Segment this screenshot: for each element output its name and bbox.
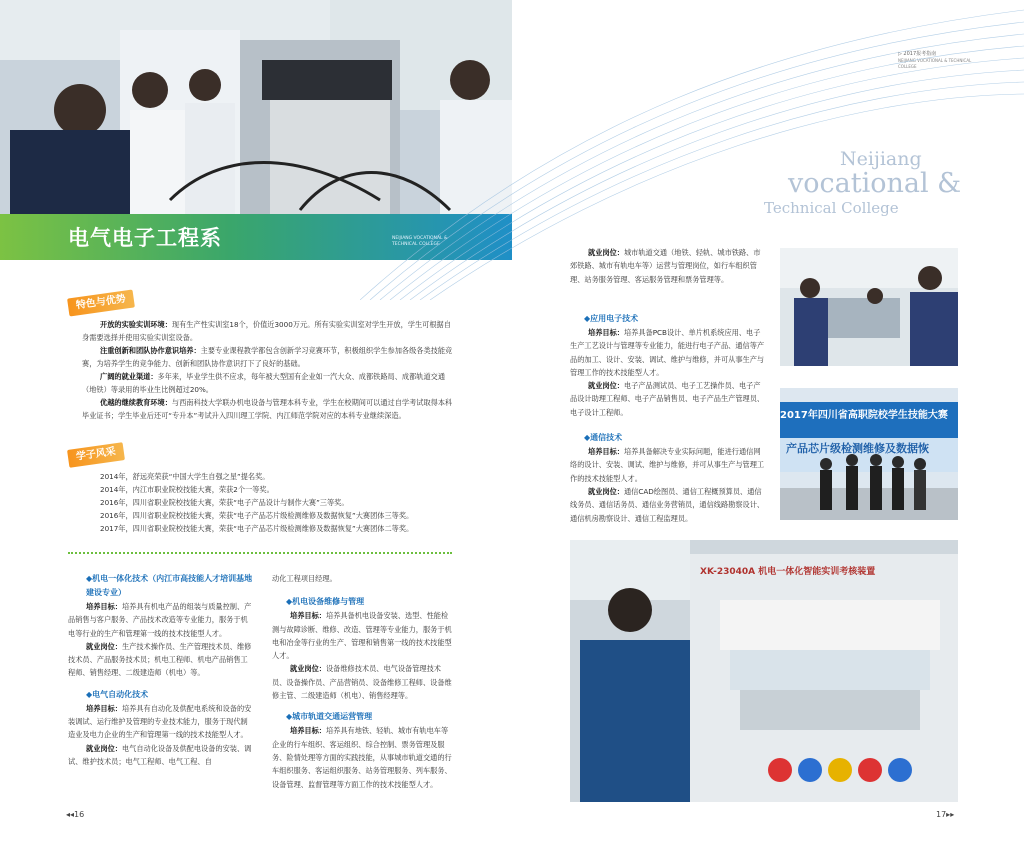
- majors-right: [570, 312, 766, 525]
- brand-line-1: Neijiang: [840, 148, 922, 170]
- majors-column-1: [68, 572, 254, 768]
- major-goal: 培养目标：培养具有地铁、轻轨、城市有轨电车等企业的行车组织、客运组织、综合控制、票务管理及服务、险情处理等方面的实践技能，从事城市轨道交通的行车组织服务、客运组织服务、站务管理服务、列车服务、设备管理、监督管理等方面工作的技术技能型人才。: [272, 726, 452, 789]
- major-heading: ◆机电一体化技术（内江市高技能人才培训基地建设专业）: [86, 574, 253, 597]
- award-item: 2017年，四川省职业院校技能大赛，荣获“电子产品芯片级检测维修及数据恢复”大赛团体二等奖。: [100, 524, 414, 533]
- tag-features: 特色与优势: [67, 289, 135, 316]
- page-number-left: ◂◂16: [66, 810, 85, 819]
- feature-item: 注重创新和团队协作意识培养：主要专业课程教学都包含创新学习竞赛环节，积极组织学生参加各级各类技能竞赛，为培养学生的竞争能力、创新和团队协作意识打下了良好的基础。: [82, 346, 453, 368]
- award-item: 2016年，四川省职业院校技能大赛，荣获“电子产品芯片级检测维修及数据恢复”大赛团体三等奖。: [100, 511, 414, 520]
- rail-job-block: 就业岗位：城市轨道交通（地铁、轻轨、城市铁路、市郊铁路、城市有轨电车等）运营与管理岗位，如行车组织管理、站务服务管理、客运服务管理和票务管理等。: [570, 248, 761, 284]
- competition-sub-text: 产品芯片级检测维修及数据恢: [786, 442, 929, 455]
- award-item: 2016年，四川省职业院校技能大赛，荣获“电子产品设计与制作大赛”三等奖。: [100, 498, 349, 507]
- training-room-photo: [780, 248, 958, 366]
- device-sign-text: XK-23040A 机电一体化智能实训考核装置: [700, 567, 876, 577]
- features-block: [82, 318, 454, 422]
- major-goal: 培养目标：培养具有自动化及供配电系统和设备的安装调试、运行维护及管理的专业技术能力，服务于现代制造业及电力企业的生产和管理第一线的技术技能型人才。: [68, 703, 252, 740]
- major-goal: 培养目标：培养具有机电产品的组装与质量控制、产品销售与客户服务、产品技术改造等专业能力，服务于机电等行业的生产和管理第一线的技术技能型人才。: [68, 602, 252, 638]
- major-job: 就业岗位：电气自动化设备及供配电设备的安装、调试、维护技术员；电气工程师、电气工程、自: [68, 743, 252, 766]
- brand-line-3: Technical College: [764, 199, 899, 217]
- title-subtext: NEIJIANG VOCATIONAL & TECHNICAL COLLEGE: [392, 236, 448, 247]
- major-job: 就业岗位：电子产品测试员、电子工艺操作员、电子产品设计助理工程师、电子产品销售员、电子产品生产管理员、电子设计工程师。: [570, 381, 765, 417]
- major-job: 就业岗位：设备维修技术员、电气设备管理技术员、设备操作员、产品营销员、设备维修工程师、设备维修主管、二级建造师（机电）、销售经理等。: [272, 664, 452, 701]
- header-small-sub: NEIJIANG VOCATIONAL & TECHNICAL COLLEGE: [898, 58, 972, 69]
- competition-photo: [780, 388, 958, 520]
- major-goal: 培养目标：培养具备PCB设计、单片机系统应用、电子生产工艺设计与管理等专业能力，能进行电子产品、通信等产品的加工、设计、安装、调试、维护与维修，并可从事生产与管理工作的技术技能型人才。: [570, 328, 765, 377]
- major-goal: 培养目标：培养具备机电设备安装、选型、性能检测与故障诊断、维修、改造、管理等专业能力，服务于机电和冶金等行业的生产、管理和销售第一线的技术技能型人才。: [272, 611, 452, 661]
- right-page: [512, 0, 1024, 861]
- major-heading: ◆城市轨道交通运营管理: [286, 712, 373, 722]
- feature-item: 开放的实验实训环境：现有生产性实训室18个，价值近3000万元。所有实验实训室对学生开放，学生可根据自身需要选择并使用实验实训室设备。: [82, 320, 451, 342]
- tag-style: 学子风采: [67, 442, 125, 468]
- brand-line-2: vocational &: [788, 168, 962, 199]
- major-job: 就业岗位：通信CAD绘图员、通信工程概预算员、通信线务员、通信话务员、通信业务营销员，通信线路勘察设计、通信机房勘察设计、通信工程监理员。: [570, 486, 765, 523]
- header-small: ▷ 2017报考指南: [898, 51, 937, 57]
- feature-item: 广阔的就业渠道：多年来，毕业学生供不应求，每年被大型国有企业如一汽大众、成都铁路局、成都轨道交通（地铁）等录用的毕业生比例超过20%。: [82, 372, 446, 394]
- award-item: 2014年，内江市职业院校技能大赛，荣获2个一等奖。: [100, 485, 274, 494]
- majors-column-2: [272, 572, 454, 791]
- major-heading: ◆机电设备维修与管理: [286, 597, 365, 607]
- major-goal: 培养目标：培养具备解决专业实际问题，能进行通信网络的设计、安装、调试、维护与维修，并可从事生产与管理工作的技术技能型人才。: [570, 447, 765, 483]
- students-lab-photo: [0, 0, 512, 214]
- feature-item: 优越的继续教育环境：与西南科技大学联办机电设备与管理本科专业，学生在校期间可以通过自学考试取得本科毕业证书；学生毕业后还可“专升本”考试升入四川理工学院、内江师范学院对应的本科专业继续深造。: [82, 398, 453, 420]
- section-divider: [68, 552, 452, 554]
- award-item: 2014年，舒远亮荣获“中国大学生自强之星”提名奖。: [100, 472, 270, 481]
- major-heading: ◆电气自动化技术: [86, 689, 149, 699]
- major-job: 就业岗位：生产技术操作员、生产管理技术员、维修技术员、产品服务技术员；机电工程师、机电产品销售工程师、销售经理、二级建造师（机电）等。: [68, 641, 252, 678]
- major-heading: ◆通信技术: [584, 433, 623, 443]
- awards-list: [100, 470, 460, 535]
- continued-text: 动化工程项目经理。: [272, 574, 337, 583]
- device-training-photo: [570, 540, 958, 802]
- department-title: 电气电子工程系: [68, 226, 222, 250]
- competition-banner-text: 2017年四川省高职院校学生技能大赛: [780, 410, 948, 421]
- major-heading: ◆应用电子技术: [584, 314, 639, 323]
- page-number-right: 17▸▸: [936, 810, 955, 819]
